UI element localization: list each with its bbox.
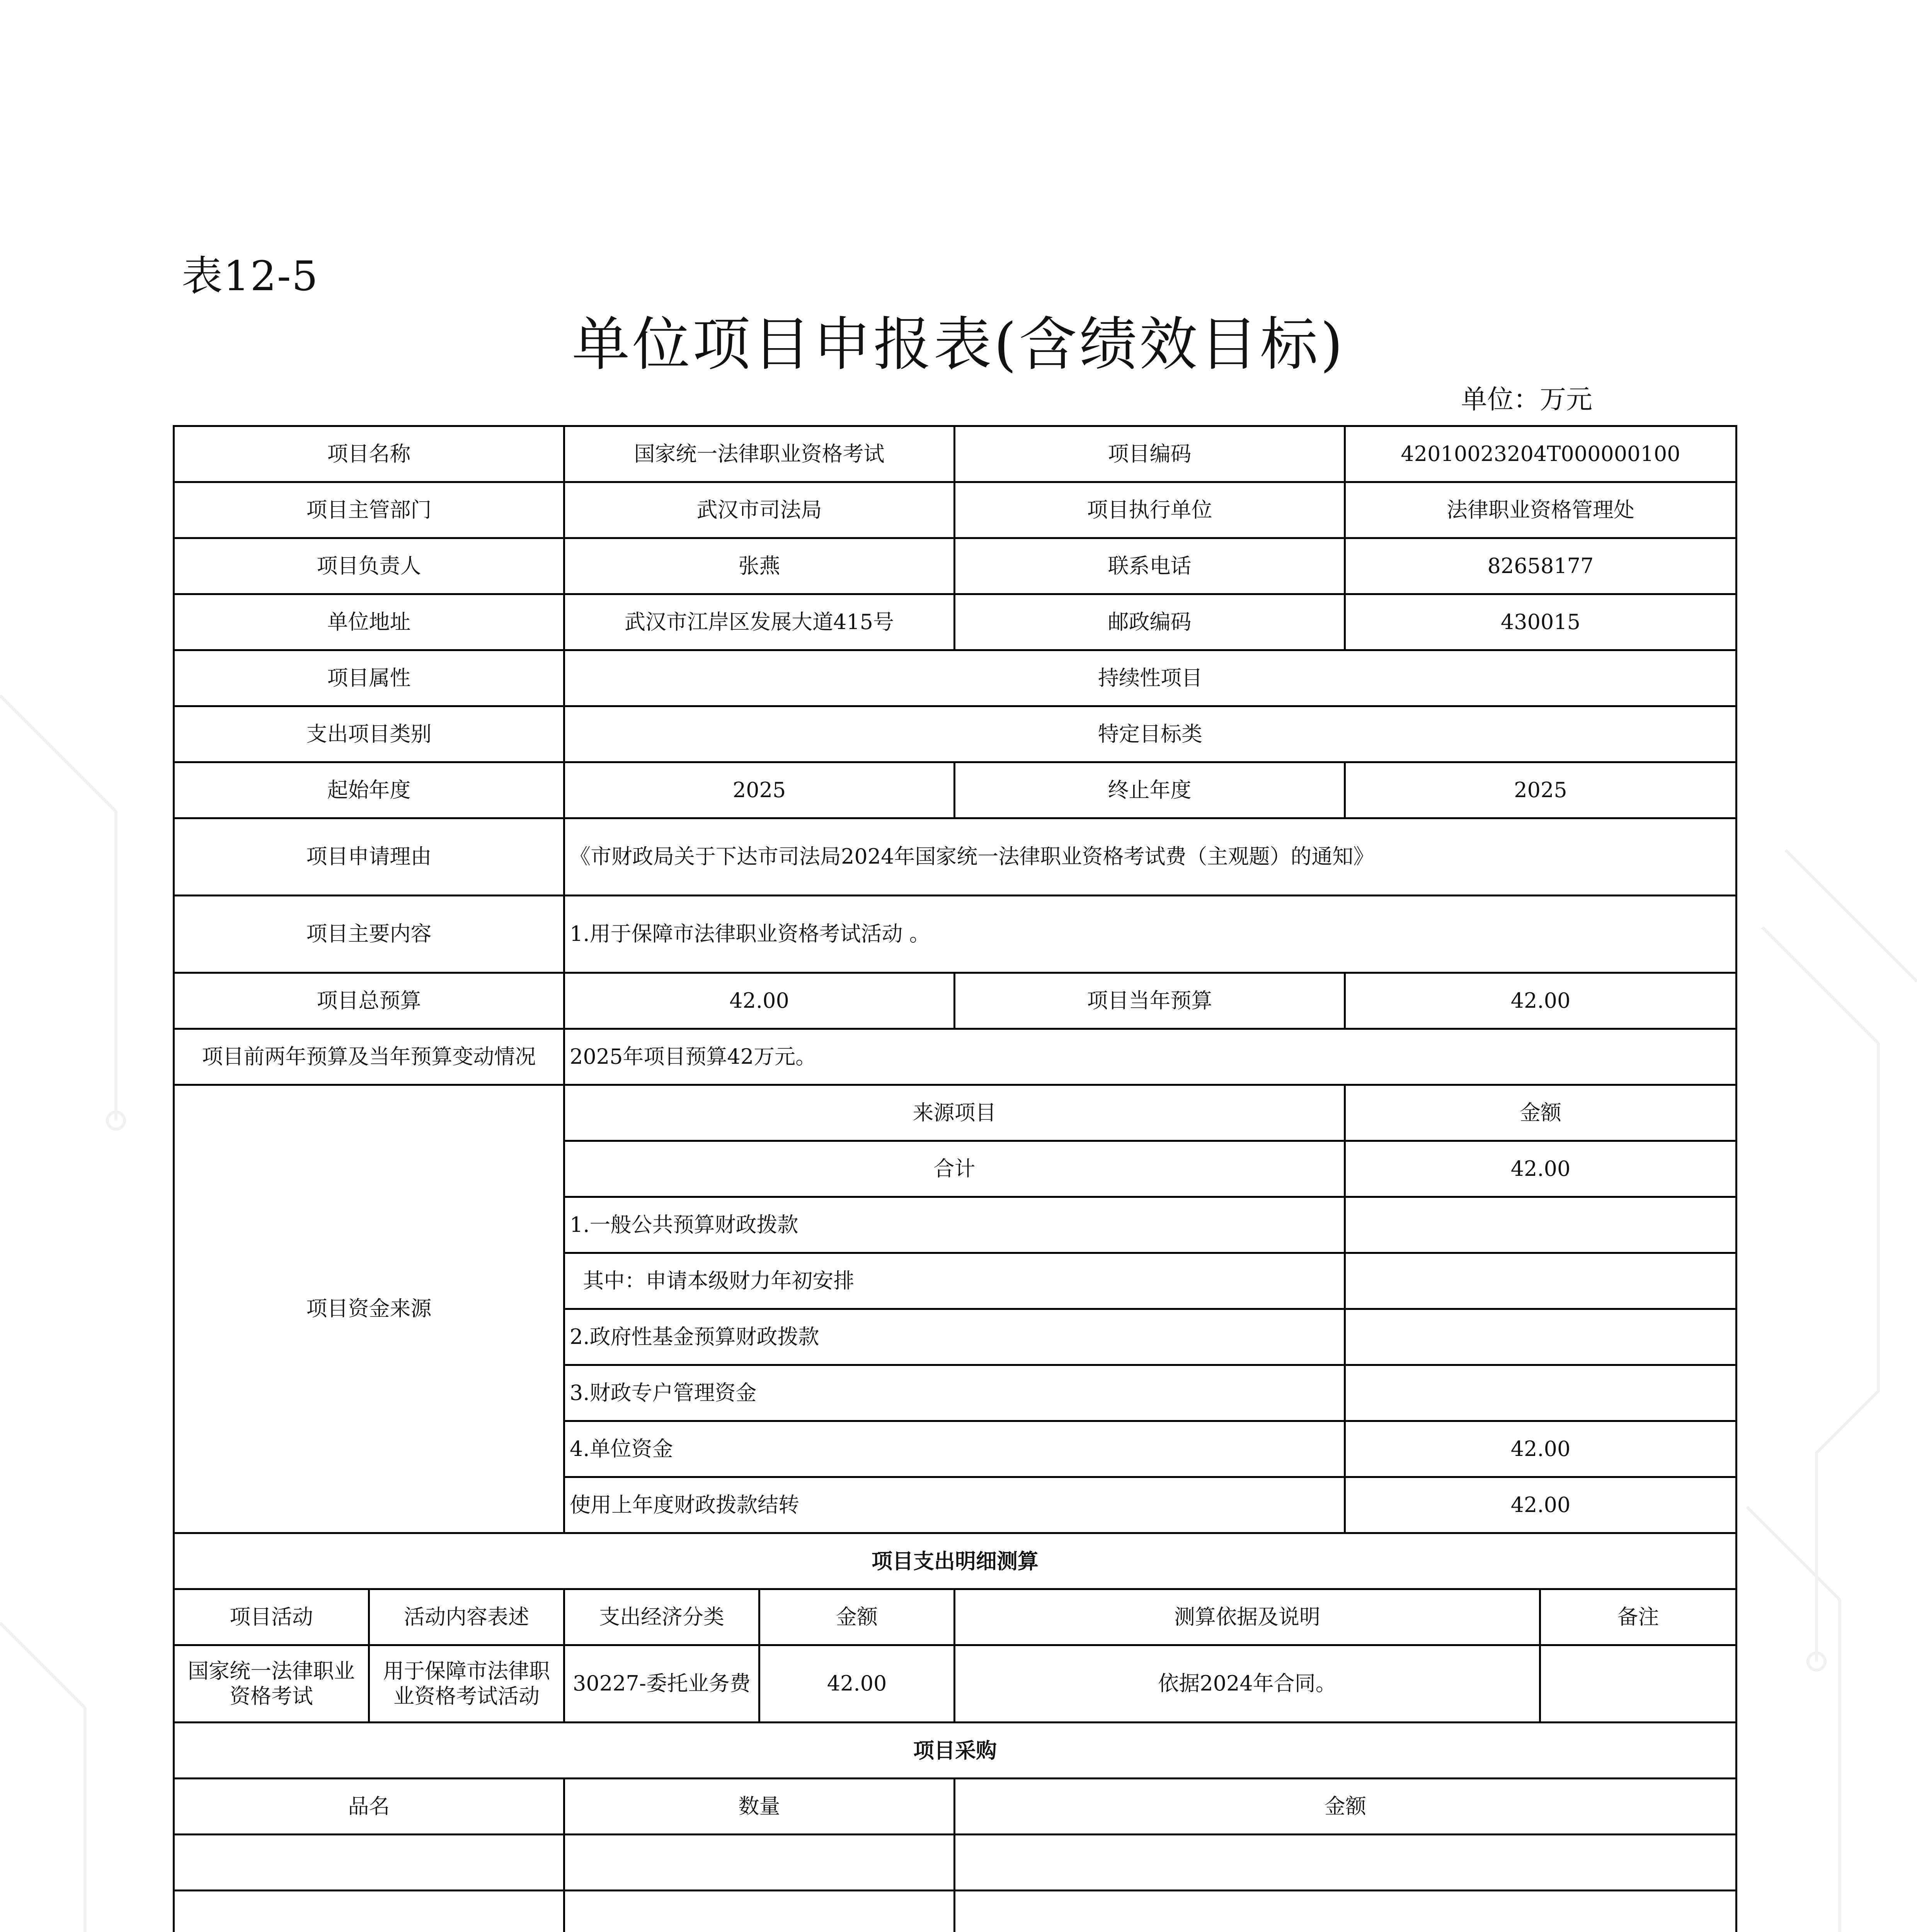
procurement-cell [955,1891,1737,1932]
expense-amount: 42.00 [759,1645,955,1723]
page-title: 单位项目申报表(含绩效目标) [572,311,1345,378]
end-year-value: 2025 [1345,762,1737,818]
address-value: 武汉市江岸区发展大道415号 [564,594,955,650]
expense-header: 金额 [759,1589,955,1645]
row-project-name [174,426,1737,482]
row-content [174,896,1737,973]
row-department [174,482,1737,538]
procurement-header: 品名 [174,1779,564,1835]
funding-amount [1345,1365,1737,1421]
leader-label: 项目负责人 [174,538,564,594]
procurement-cell [174,1891,564,1932]
start-year-label: 起始年度 [174,762,564,818]
row-attribute [174,650,1737,706]
row-address [174,594,1737,650]
expense-header: 备注 [1540,1589,1737,1645]
procurement-header-row [174,1779,1737,1835]
zip-label: 邮政编码 [955,594,1345,650]
funding-item: 使用上年度财政拨款结转 [564,1477,1345,1533]
dept-value: 武汉市司法局 [564,482,955,538]
phone-value: 82658177 [1345,538,1737,594]
exec-unit-value: 法律职业资格管理处 [1345,482,1737,538]
year-budget-value: 42.00 [1345,973,1737,1029]
procurement-row [174,1835,1737,1891]
attribute-value: 持续性项目 [564,650,1737,706]
start-year-value: 2025 [564,762,955,818]
project-code-value: 42010023204T000000100 [1345,426,1737,482]
expense-header-row [174,1589,1737,1645]
address-label: 单位地址 [174,594,564,650]
table-number: 表12-5 [182,252,319,300]
funding-item: 合计 [564,1141,1345,1197]
procurement-cell [955,1835,1737,1891]
funding-amount: 42.00 [1345,1421,1737,1477]
project-name-label: 项目名称 [174,426,564,482]
content-value: 1.用于保障市法律职业资格考试活动 。 [564,896,1737,973]
funding-amount [1345,1197,1737,1253]
content-label: 项目主要内容 [174,896,564,973]
reason-label: 项目申请理由 [174,818,564,896]
funding-item: 4.单位资金 [564,1421,1345,1477]
zip-value: 430015 [1345,594,1737,650]
funding-item: 3.财政专户管理资金 [564,1365,1345,1421]
funding-amount [1345,1309,1737,1365]
expense-header: 项目活动 [174,1589,369,1645]
procurement-header: 金额 [955,1779,1737,1835]
expense-description: 用于保障市法律职业资格考试活动 [369,1645,564,1723]
funding-amount: 42.00 [1345,1141,1737,1197]
procurement-cell [564,1891,955,1932]
expense-basis: 依据2024年合同。 [955,1645,1540,1723]
expense-header: 测算依据及说明 [955,1589,1540,1645]
attribute-label: 项目属性 [174,650,564,706]
row-leader [174,538,1737,594]
funding-item: 2.政府性基金预算财政拨款 [564,1309,1345,1365]
expense-section-row [174,1533,1737,1589]
category-label: 支出项目类别 [174,706,564,762]
expense-activity: 国家统一法律职业资格考试 [174,1645,369,1723]
funding-source-header: 来源项目 [564,1085,1345,1141]
phone-label: 联系电话 [955,538,1345,594]
budget-change-label: 项目前两年预算及当年预算变动情况 [174,1029,564,1085]
exec-unit-label: 项目执行单位 [955,482,1345,538]
category-value: 特定目标类 [564,706,1737,762]
expense-category: 30227-委托业务费 [564,1645,759,1723]
procurement-cell [564,1835,955,1891]
funding-amount: 42.00 [1345,1477,1737,1533]
project-declaration-table [173,425,1737,1932]
procurement-section-row [174,1723,1737,1779]
total-budget-value: 42.00 [564,973,955,1029]
procurement-section-title: 项目采购 [174,1723,1737,1779]
unit-label: 单位：万元 [1461,384,1593,415]
total-budget-label: 项目总预算 [174,973,564,1029]
expense-remark [1540,1645,1737,1723]
budget-change-value: 2025年项目预算42万元。 [564,1029,1737,1085]
end-year-label: 终止年度 [955,762,1345,818]
procurement-header: 数量 [564,1779,955,1835]
funding-source-label: 项目资金来源 [174,1085,564,1533]
row-years [174,762,1737,818]
row-budget-change [174,1029,1737,1085]
funding-item: 其中：申请本级财力年初安排 [564,1253,1345,1309]
dept-label: 项目主管部门 [174,482,564,538]
expense-section-title: 项目支出明细测算 [174,1533,1737,1589]
leader-value: 张燕 [564,538,955,594]
funding-amount-header: 金额 [1345,1085,1737,1141]
procurement-row [174,1891,1737,1932]
row-reason [174,818,1737,896]
project-name-value: 国家统一法律职业资格考试 [564,426,955,482]
project-code-label: 项目编码 [955,426,1345,482]
funding-header-row [174,1085,1737,1141]
expense-header: 支出经济分类 [564,1589,759,1645]
funding-amount [1345,1253,1737,1309]
funding-item: 1.一般公共预算财政拨款 [564,1197,1345,1253]
reason-value: 《市财政局关于下达市司法局2024年国家统一法律职业资格考试费（主观题）的通知》 [564,818,1737,896]
year-budget-label: 项目当年预算 [955,973,1345,1029]
procurement-cell [174,1835,564,1891]
expense-row [174,1645,1737,1723]
expense-header: 活动内容表述 [369,1589,564,1645]
row-budget [174,973,1737,1029]
row-category [174,706,1737,762]
